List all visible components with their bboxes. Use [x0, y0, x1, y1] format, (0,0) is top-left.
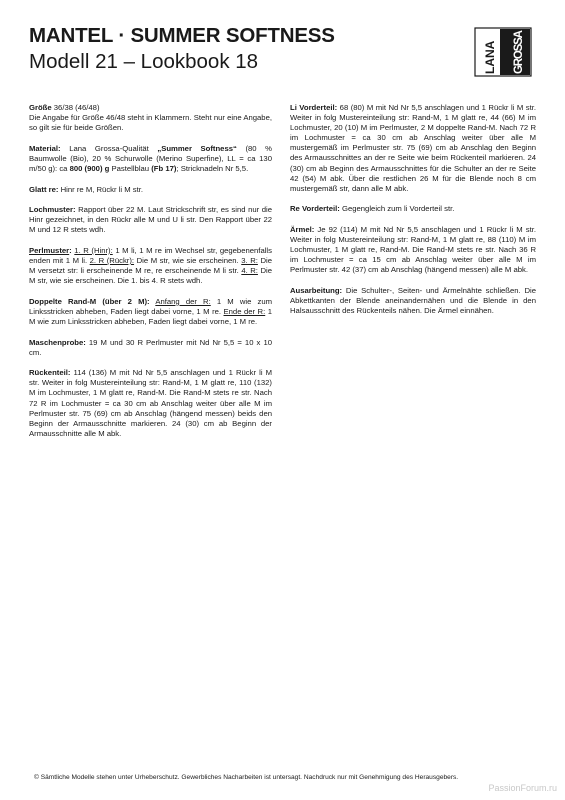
- heading-ausarbeitung: Ausarbeitung:: [290, 285, 343, 295]
- material-text-2: (80 % Baumwolle (Bio), 20 % Schurwolle (Merino Superfine), LL = ca 130 m/50 g): ca: [29, 143, 272, 173]
- perl-colon: :: [69, 245, 75, 255]
- logo-text-grossa: GROSSA: [513, 30, 525, 74]
- rand-text-1: 1 M wie zum Linksstricken abheben, Faden liegt dabei vorne, 1 M re.: [29, 296, 273, 316]
- logo-text-lana: LANA: [483, 40, 497, 74]
- lana-grossa-logo: [474, 27, 532, 77]
- material-text-3: ; Stricknadeln Nr 5,5.: [176, 163, 249, 173]
- site-watermark: PassionForum.ru: [488, 783, 557, 793]
- rand-text-2: 1 M wie zum Linksstricken abheben, Faden liegt dabei vorne, 1 M re.: [29, 306, 272, 326]
- perl-text-3: Die M versetzt str: li erscheinende M re, re erscheinende M li str.: [29, 256, 272, 276]
- perl-row-3: 3. R:: [241, 256, 258, 266]
- li-vorderteil-text: 68 (80) M mit Nd Nr 5,5 anschlagen und 1 Rückr li M str. Weiter in folg Mustereinteilung str: Rand-M, 1 M glatt re, 44 (66) M im Lochmuster, 20 (10) M im Perlmuster, 2 M doppelte Rand-M. Nach 72 R im Lochmuster = ca 30 cm ab Anschlag weiter über alle M mustergemäß im Perlmuster str. 75 (69) cm ab Anschlag den Beginn des Armausschnittes an der re Seite wie beim Rückenteil markieren. 24 (30) cm ab Beginn des Armausschnittes für die Schulter an der re Seite 42 (54) M abk. Über die restlichen 26 M für die Blende noch 8 cm mustergemäß str, dann alle M abk.: [290, 103, 536, 193]
- perl-text-2: Die M str, wie sie erscheinen.: [134, 256, 242, 266]
- heading-perlmuster: Perlmuster: [29, 245, 70, 255]
- section-ausarbeitung: [290, 286, 536, 316]
- rueckenteil-text: 114 (136) M mit Nd Nr 5,5 anschlagen und 1 Rückr li M str. Weiter in folg Mustereinteilung str: Rand-M, 1 M glatt re, 110 (132) M im Lochmuster, 1 M glatt re, Rand-M. Die Rand-M stets re str. Nach 72 R im Lochmuster = ca 30 cm ab Anschlag weiter über alle M im Perlmuster str. 75 (69) cm ab Anschlag (hängend messen) beids den Beginn der Armausschnitte markieren. 24 (30) cm ab Beginn der Armausschnitte alle M abk.: [29, 368, 272, 438]
- heading-lochmuster: Lochmuster:: [29, 205, 76, 215]
- heading-li-vorderteil: Li Vorderteil:: [290, 103, 338, 112]
- section-material: [29, 144, 272, 174]
- groesse-text: Die Angabe für Größe 46/48 steht in Klammern. Steht nur eine Angabe, so gilt sie für beide Größen.: [29, 113, 272, 133]
- section-perlmuster: [29, 246, 272, 286]
- heading-glatt-re: Glatt re:: [29, 184, 59, 194]
- heading-doppelte-rand-m: Doppelte Rand-M (über 2 M):: [29, 296, 150, 306]
- section-doppelte-rand-m: [29, 297, 272, 327]
- copyright-footer: © Sämtliche Modelle stehen unter Urheberschutz. Gewerbliches Nacharbeiten ist untersagt. Nachdruck nur mit Genehmigung des Herausgebers.: [34, 774, 459, 781]
- right-column: [290, 103, 536, 327]
- lochmuster-text: Rapport über 22 M. Laut Strickschrift str, es sind nur die Hinr gezeichnet, in den Rückr alle M und U li str. Den Rapport über 22 M und 12 R stets wdh.: [29, 205, 272, 235]
- rand-anfang: Anfang der R:: [155, 296, 211, 306]
- size-value: 36/38 (46/48): [51, 103, 100, 112]
- section-glatt-re: [29, 185, 272, 195]
- aermel-text: Je 92 (114) M mit Nd Nr 5,5 anschlagen und 1 Rückr li M str. Weiter in folg Mustereinteilung str: Rand-M, 1 M glatt re, 88 (110) M im Lochmuster, 1 M glatt re, Rand-M. Die Rand-M stets re str. Nach 36 R im Lochmuster = ca 15 cm ab Anschlag weiter über alle M im Perlmuster str. 42 (37) cm ab Anschlag (hängend messen) alle M abk.: [290, 224, 536, 275]
- section-maschenprobe: [29, 338, 272, 358]
- heading-rueckenteil: Rückenteil:: [29, 368, 71, 378]
- perl-row-4: 4. R:: [241, 266, 258, 276]
- page-subtitle: Modell 21 – Lookbook 18: [29, 50, 259, 73]
- section-li-vorderteil: [290, 103, 536, 194]
- heading-material: Material:: [29, 143, 61, 153]
- perl-row-2: 2. R (Rückr):: [89, 256, 135, 266]
- section-lochmuster: [29, 205, 272, 235]
- rand-ende: Ende der R:: [223, 306, 266, 316]
- left-column: [29, 103, 272, 449]
- page-title: MANTEL · SUMMER SOFTNESS: [29, 24, 335, 47]
- material-amount: 800 (900) g: [69, 163, 110, 173]
- heading-maschenprobe: Maschenprobe:: [29, 337, 86, 347]
- section-rueckenteil: [29, 368, 272, 439]
- glatt-re-text: Hinr re M, Rückr li M str.: [58, 184, 144, 194]
- heading-re-vorderteil: Re Vorderteil:: [290, 204, 340, 214]
- ausarbeitung-text: Die Schulter-, Seiten- und Ärmelnähte schließen. Die Abkettkanten der Blende aneinandernähen und die Blende in den Halsausschnitt des Rückenteils nähen. Die Ärmel einnähen.: [290, 285, 536, 316]
- section-aermel: [290, 225, 536, 275]
- material-text-1: Lana Grossa-Qualität: [60, 143, 158, 153]
- perl-row-1: 1. R (Hinr):: [74, 245, 113, 255]
- perl-text-4: Die M str, wie sie erscheinen. Die 1. bis 4. R stets wdh.: [29, 266, 272, 286]
- heading-aermel: Ärmel:: [290, 224, 315, 234]
- material-color-code: (Fb 17): [151, 163, 177, 173]
- material-color: Pastellblau: [109, 163, 152, 173]
- maschenprobe-text: 19 M und 30 R Perlmuster mit Nd Nr 5,5 = 10 x 10 cm.: [29, 337, 272, 357]
- perl-text-1: 1 M li, 1 M re im Wechsel str, gegebenenfalls enden mit 1 M li.: [29, 245, 272, 266]
- material-yarn-name: „Summer Softness“: [157, 143, 237, 153]
- re-vorderteil-text: Gegengleich zum li Vorderteil str.: [339, 204, 455, 214]
- section-re-vorderteil: [290, 204, 536, 214]
- heading-groesse: Größe: [29, 103, 52, 112]
- section-groesse: [29, 103, 272, 133]
